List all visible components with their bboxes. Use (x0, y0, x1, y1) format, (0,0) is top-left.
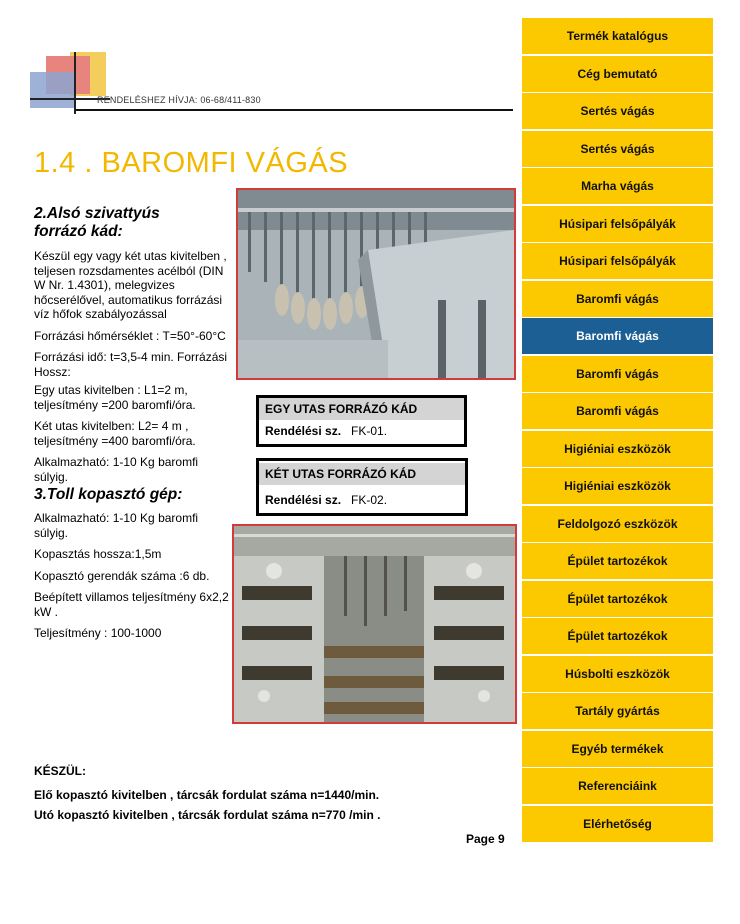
paragraph: Alkalmazható: 1-10 Kg baromfi súlyig. (34, 511, 199, 540)
spec-title: EGY UTAS FORRÁZÓ KÁD (259, 398, 464, 420)
paragraph: Teljesítmény : 100-1000 (34, 626, 162, 640)
section-heading-scalding-tank: 2.Alsó szivattyús forrázó kád: (34, 205, 160, 240)
nav-item[interactable]: Higiéniai eszközök (522, 468, 713, 504)
manufacture-info (34, 761, 380, 825)
post-plucker-line: Utó kopasztó kivitelben , tárcsák fordulat száma n=770 /min . (34, 808, 381, 822)
paragraph: Egy utas kivitelben : L1=2 m, teljesítmény =200 baromfi/óra. (34, 383, 196, 412)
paragraph: Két utas kivitelben: L2= 4 m , teljesítmény =400 baromfi/óra. (34, 419, 196, 448)
nav-item[interactable]: Elérhetőség (522, 806, 713, 842)
nav-item[interactable]: Húsipari felsőpályák (522, 243, 713, 279)
description-column (34, 205, 234, 648)
nav-item[interactable]: Épület tartozékok (522, 543, 713, 579)
spec-box-single-lane (256, 395, 467, 447)
spec-title: KÉT UTAS FORRÁZÓ KÁD (259, 463, 465, 485)
nav-item[interactable]: Épület tartozékok (522, 581, 713, 617)
order-number-row (259, 489, 465, 511)
paragraph: Alkalmazható: 1-10 Kg baromfi súlyig. (34, 455, 199, 484)
nav-item[interactable]: Épület tartozékok (522, 618, 713, 654)
company-logo (30, 52, 110, 116)
spec-box-double-lane (256, 458, 468, 516)
nav-item[interactable]: Baromfi vágás (522, 281, 713, 317)
nav-item[interactable]: Feldolgozó eszközök (522, 506, 713, 542)
nav-item[interactable]: Baromfi vágás (522, 318, 713, 354)
nav-item[interactable]: Higiéniai eszközök (522, 431, 713, 467)
order-number-label: Rendélési sz. (265, 424, 342, 438)
header-divider (75, 109, 513, 111)
nav-item[interactable]: Referenciáink (522, 768, 713, 804)
paragraph: Forrázási idő: t=3,5-4 min. Forrázási Hossz: (34, 350, 228, 379)
nav-item[interactable]: Sertés vágás (522, 131, 713, 167)
order-number-row (259, 420, 464, 442)
order-number-value: FK-02. (351, 493, 388, 507)
nav-item[interactable]: Húsipari felsőpályák (522, 206, 713, 242)
scalding-tank-photo (236, 188, 516, 380)
paragraph: Forrázási hőmérséklet : T=50°-60°C (34, 328, 226, 343)
paragraph: Kopasztó gerendák száma :6 db. (34, 568, 210, 583)
page-title: 1.4 . BAROMFI VÁGÁS (34, 147, 349, 179)
plucker-machine-photo (232, 524, 517, 724)
nav-item[interactable]: Egyéb termékek (522, 731, 713, 767)
paragraph: Készül egy vagy két utas kivitelben , teljesen rozsdamentes acélból (DIN W Nr. 1.4301), melegvizes hőcserélővel, automatikus forrázási víz hőfok szabályozással (34, 249, 227, 321)
nav-item[interactable]: Baromfi vágás (522, 393, 713, 429)
nav-item[interactable]: Tartály gyártás (522, 693, 713, 729)
nav-item[interactable]: Sertés vágás (522, 93, 713, 129)
order-number-label: Rendélési sz. (265, 493, 342, 507)
section-heading-plucker: 3.Toll kopasztó gép: (34, 486, 183, 503)
page-number: Page 9 (466, 832, 505, 846)
manufacture-heading: KÉSZÜL: (34, 764, 86, 778)
nav-item[interactable]: Marha vágás (522, 168, 713, 204)
paragraph: Kopasztás hossza:1,5m (34, 547, 162, 561)
sidebar-nav (522, 18, 713, 843)
pre-plucker-line: Elő kopasztó kivitelben , tárcsák fordulat száma n=1440/min. (34, 788, 380, 802)
nav-item[interactable]: Termék katalógus (522, 18, 713, 54)
paragraph: Beépített villamos teljesítmény 6x2,2 kW . (34, 590, 229, 619)
nav-item[interactable]: Cég bemutató (522, 56, 713, 92)
order-phone: RENDELÉSHEZ HÍVJA: 06-68/411-830 (97, 95, 261, 105)
nav-item[interactable]: Húsbolti eszközök (522, 656, 713, 692)
order-number-value: FK-01. (351, 424, 388, 438)
nav-item[interactable]: Baromfi vágás (522, 356, 713, 392)
